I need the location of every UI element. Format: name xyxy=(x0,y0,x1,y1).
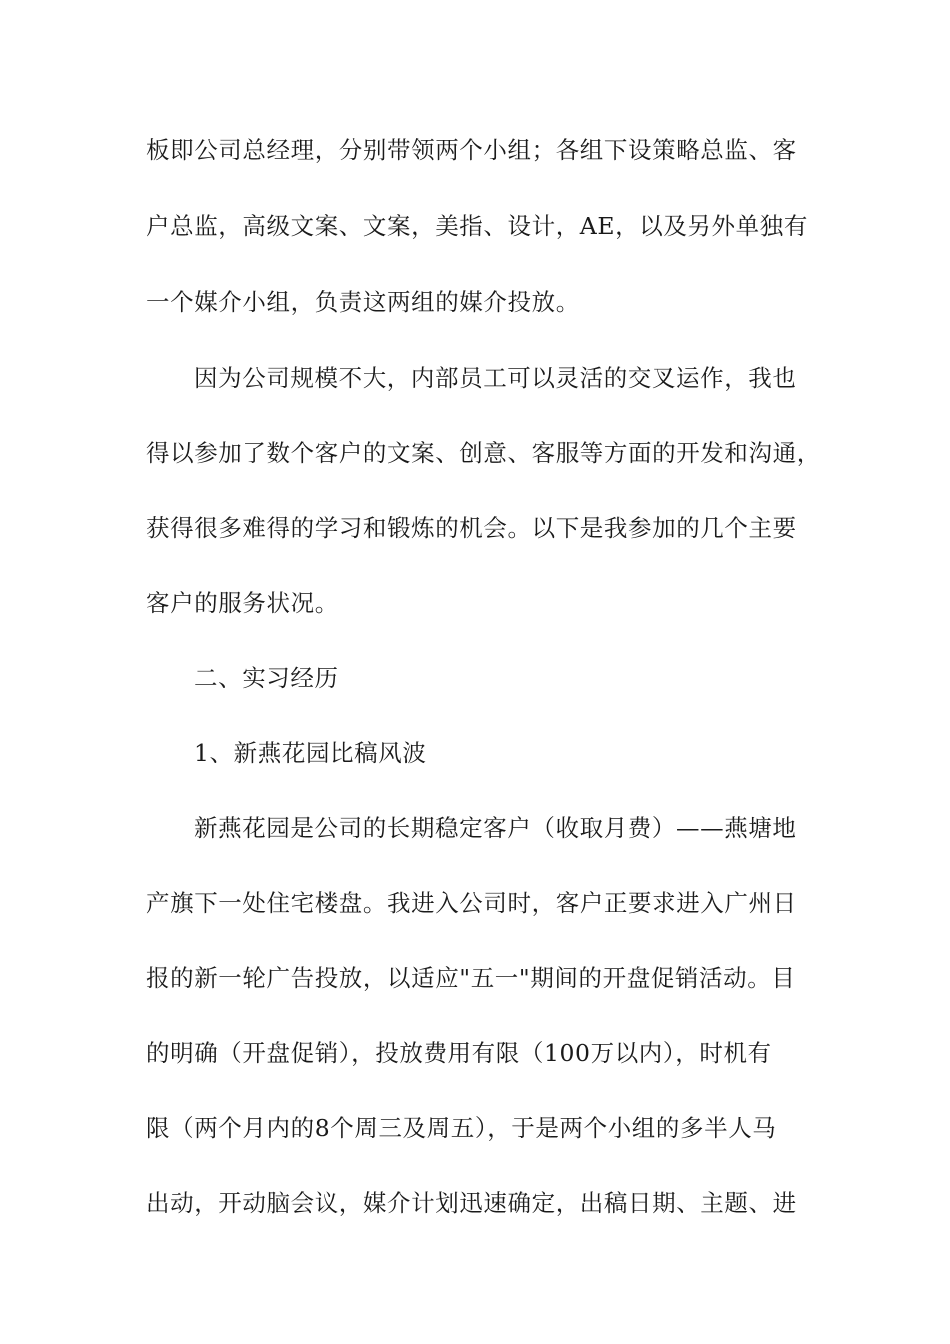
body-text-line: 一个媒介小组，负责这两组的媒介投放。 xyxy=(146,288,580,316)
body-text-line: 获得很多难得的学习和锻炼的机会。以下是我参加的几个主要 xyxy=(146,514,797,542)
body-text-line: 产旗下一处住宅楼盘。我进入公司时，客户正要求进入广州日 xyxy=(146,889,797,917)
body-text-line: 报的新一轮广告投放，以适应"五一"期间的开盘促销活动。目 xyxy=(146,964,796,992)
section-heading: 二、实习经历 xyxy=(194,664,339,692)
body-text-line: 的明确（开盘促销），投放费用有限（100万以内），时机有 xyxy=(146,1039,772,1067)
paragraph-first-line: 新燕花园是公司的长期稳定客户（收取月费）——燕塘地 xyxy=(194,814,797,842)
body-text-line: 出动，开动脑会议，媒介计划迅速确定，出稿日期、主题、进 xyxy=(146,1189,797,1217)
body-text-line: 得以参加了数个客户的文案、创意、客服等方面的开发和沟通， xyxy=(146,439,821,467)
paragraph-first-line: 因为公司规模不大，内部员工可以灵活的交叉运作，我也 xyxy=(194,364,797,392)
body-text-line: 板即公司总经理，分别带领两个小组；各组下设策略总监、客 xyxy=(146,136,797,164)
body-text-line: 户总监，高级文案、文案，美指、设计，AE，以及另外单独有 xyxy=(146,212,808,240)
subsection-heading: 1、新燕花园比稿风波 xyxy=(194,739,427,767)
body-text-line: 限（两个月内的8个周三及周五），于是两个小组的多半人马 xyxy=(146,1114,777,1142)
body-text-line: 客户的服务状况。 xyxy=(146,589,339,617)
